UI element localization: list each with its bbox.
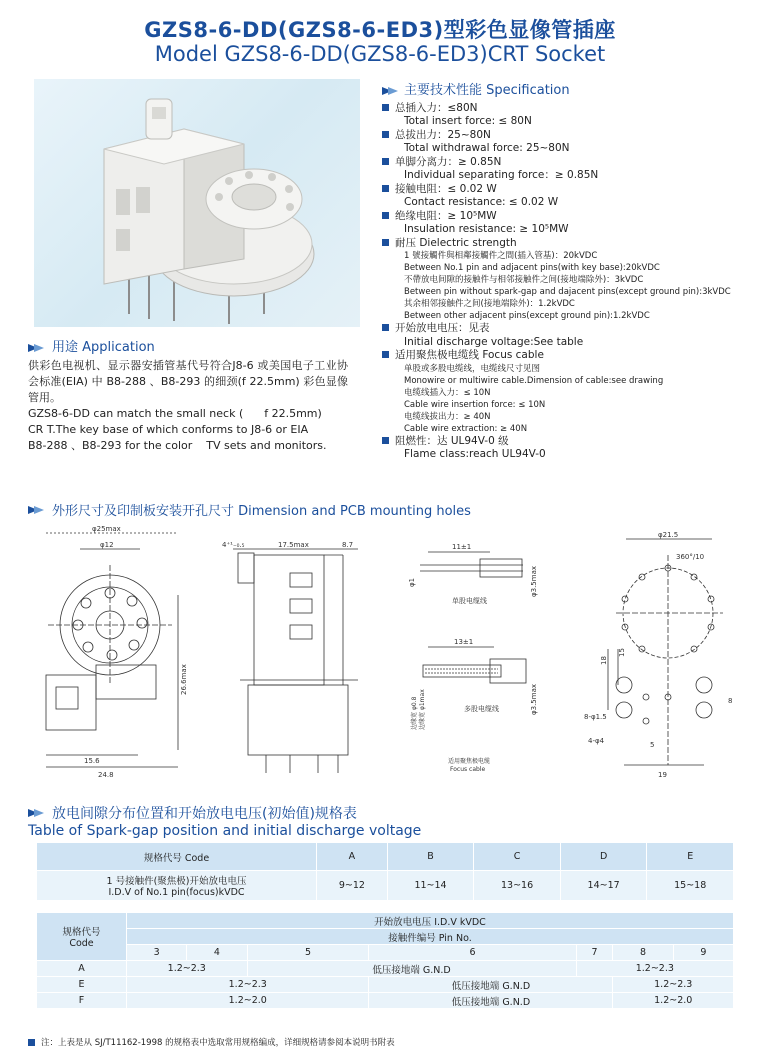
table-cell <box>37 871 317 901</box>
table-cell: 11~14 <box>387 871 474 901</box>
crt-socket-illustration <box>34 79 360 327</box>
table-row <box>37 945 734 961</box>
bullet-icon <box>382 324 389 331</box>
dim-d3-e: φ3.5max <box>530 683 538 715</box>
application-heading <box>28 340 348 356</box>
bullet-icon <box>382 239 389 246</box>
focus-line: 单股或多股电缆线，电缆线尺寸见图 <box>404 363 541 374</box>
dielectric-label: 耐压 Dielectric strength <box>395 236 517 249</box>
spec-cn: 绝缘电阻：≥ 10⁵MW <box>395 209 497 222</box>
dim-d4-h2: 15 <box>618 648 626 657</box>
spec-item <box>382 322 752 336</box>
table-cell: 13~16 <box>474 871 561 901</box>
table-cell: 低压接地端 G.N.D <box>247 961 576 977</box>
drawing-side-view <box>233 549 358 773</box>
focus-line: 电缆线插入力：≤ 10N <box>404 387 491 398</box>
table-cell: 14~17 <box>560 871 647 901</box>
dim-d3-b: φ1 <box>408 577 416 587</box>
dim-d3-label1: 单股电缆线 <box>452 597 487 605</box>
application-en: CR T.The key base of which conforms to J8-6 or EIA <box>28 423 309 436</box>
dielectric-line: Between other adjacent pins(except ground pin):1.2kVDC <box>404 311 650 321</box>
dielectric-line: 其余相邻接触件之间(接地端除外)：1.2kVDC <box>404 299 575 309</box>
spec-cn: 总拔出力：25~80N <box>395 128 491 141</box>
dim-d4-h1: 18 <box>600 656 608 665</box>
dimension-heading-text: 外形尺寸及印制板安装开孔尺寸 Dimension and PCB mounting holes <box>52 504 471 519</box>
arrow-icon <box>28 343 46 353</box>
dim-d3-a: 11±1 <box>452 543 472 551</box>
application-en: GZS8-6-DD can match the small neck ( f 22.5mm) <box>28 407 322 420</box>
table-row <box>37 871 734 901</box>
table-heading-cn: 放电间隙分布位置和开始放电电压(初始值)规格表 <box>52 806 357 822</box>
spec-item <box>382 183 752 197</box>
dim-d4-r4: 8 <box>728 697 733 705</box>
dim-d3-label2: 多股电缆线 <box>464 705 499 713</box>
bullet-icon <box>382 351 389 358</box>
dim-d4-r2: 4-φ4 <box>588 737 605 745</box>
table-cell: 1.2~2.3 <box>127 961 248 977</box>
application-cn: 供彩色电视机、显示器安插管基代号符合J8-6 或美国电子工业协会标准(EIA) 中 B8-288 、B8-293 的细颈(f 22.5mm) 彩色显像管用。 <box>28 359 348 404</box>
dim-d4-angle: 360°/10 <box>676 553 705 561</box>
dim-d1-top2: φ12 <box>100 541 114 549</box>
table-cell: F <box>37 993 127 1009</box>
dim-d4-bottom: 19 <box>658 771 667 779</box>
bullet-icon <box>382 185 389 192</box>
table-row <box>37 993 734 1009</box>
product-photo <box>34 79 360 327</box>
spec-item <box>382 156 752 170</box>
dimension-drawings <box>28 525 748 790</box>
table-cell: 接触件编号 Pin No. <box>127 929 734 945</box>
table-cell: 规格代号 Code <box>37 843 317 871</box>
row-label-en: I.D.V of No.1 pin(focus)kVDC <box>108 887 245 898</box>
table-cell: 1.2~2.0 <box>127 993 369 1009</box>
spec-item <box>382 435 752 449</box>
table-heading <box>28 803 421 839</box>
spec-cn: 开始放电电压：见表 <box>395 322 490 334</box>
initial-voltage-table <box>36 912 734 1009</box>
dim-d4-r3: 5 <box>650 741 655 749</box>
dim-d2-t1: 4⁺¹₋₀.₅ <box>222 541 245 549</box>
arrow-icon <box>28 808 46 818</box>
spec-item-dielectric <box>382 237 752 251</box>
spec-en: Individual separating force：≥ 0.85N <box>404 169 599 181</box>
spec-item-focus <box>382 349 752 363</box>
dim-d3-side1: 边缘宽 φ0.8 <box>411 696 418 730</box>
footnote <box>28 1036 395 1048</box>
table-cell: 15~18 <box>647 871 734 901</box>
spec-cn: 阻燃性：达 UL94V-0 级 <box>395 434 509 447</box>
drawing-cables <box>420 552 526 683</box>
table-cell: A <box>317 843 388 871</box>
dimension-heading <box>28 500 471 519</box>
dim-d3-side2: 边缘宽 φ1max <box>419 689 426 730</box>
spec-cn: 单脚分离力：≥ 0.85N <box>395 155 502 168</box>
specification-heading-text: 主要技术性能 Specification <box>404 83 570 98</box>
spec-en: Insulation resistance: ≥ 10⁵MW <box>404 223 569 235</box>
bullet-icon <box>382 212 389 219</box>
dim-d2-t3: 8.7 <box>342 541 354 549</box>
spec-cn: 接触电阻：≤ 0.02 W <box>395 182 497 195</box>
footnote-text: 注：上表是从 SJ/T11162-1998 的规格表中选取常用规格编成，详细规格请参阅本说明书附表 <box>41 1038 395 1048</box>
table-cell: 8 <box>613 945 673 961</box>
dim-d2-t2: 17.5max <box>278 541 309 549</box>
table-cell: E <box>647 843 734 871</box>
table-cell: C <box>474 843 561 871</box>
table-cell: 1.2~2.3 <box>576 961 733 977</box>
table-row <box>37 843 734 871</box>
table-row <box>37 961 734 977</box>
spec-en: Flame class:reach UL94V-0 <box>404 448 546 460</box>
table-cell: D <box>560 843 647 871</box>
table-cell <box>37 913 127 961</box>
table-cell: B <box>387 843 474 871</box>
page-title-en: Model GZS8-6-DD(GZS8-6-ED3)CRT Socket <box>154 42 606 66</box>
dim-d4-r1: 8-φ1.5 <box>584 713 607 721</box>
dielectric-line: 1 號接觸件與相鄰接觸件之間(插入管基)：20kVDC <box>404 251 598 261</box>
spec-en: Total insert force: ≤ 80N <box>404 115 532 127</box>
application-heading-text: 用途 Application <box>52 340 155 355</box>
table-cell: 低压接地端 G.N.D <box>369 993 613 1009</box>
table-cell: A <box>37 961 127 977</box>
dim-d3-c: φ3.5max <box>530 565 538 597</box>
table-cell: 1.2~2.3 <box>127 977 369 993</box>
dielectric-line: Between No.1 pin and adjacent pins(with key base):20kVDC <box>404 263 660 273</box>
bullet-icon <box>382 158 389 165</box>
focus-line: Cable wire insertion force: ≤ 10N <box>404 399 546 410</box>
table-heading-en: Table of Spark-gap position and initial discharge voltage <box>28 823 422 839</box>
spec-item <box>382 210 752 224</box>
code-cn: 规格代号 <box>62 927 101 938</box>
spec-item <box>382 102 752 116</box>
dielectric-line: Between pin without spark-gap and dajacent pins(except ground pin):3kVDC <box>404 287 731 297</box>
table-cell: 3 <box>127 945 187 961</box>
arrow-icon <box>382 86 400 96</box>
page-title-cn: GZS8-6-DD(GZS8-6-ED3)型彩色显像管插座 <box>144 18 616 42</box>
focus-line: 电缆线拔出力：≥ 40N <box>404 411 491 422</box>
dim-d1-b1: 15.6 <box>84 757 100 765</box>
bullet-icon <box>28 1039 35 1046</box>
table-row <box>37 929 734 945</box>
application-en: B8-288 、B8-293 for the color TV sets and monitors. <box>28 439 327 452</box>
spec-en: Total withdrawal force: 25~80N <box>404 142 570 154</box>
dim-d1-top: φ25max <box>92 525 121 533</box>
dim-d4-top: φ21.5 <box>658 531 679 539</box>
dim-d1-right: 26.6max <box>180 664 188 695</box>
table-cell: 7 <box>576 945 613 961</box>
table-cell: 1.2~2.0 <box>613 993 734 1009</box>
arrow-icon <box>28 505 46 515</box>
dim-d3-foot1: 适用聚焦极电缆 <box>448 758 491 765</box>
dielectric-line: 不帶放电间隙的接触件与相邻接触件之间(接地端除外)：3kVDC <box>404 275 644 285</box>
spec-en: Initial discharge voltage:See table <box>404 335 584 348</box>
code-en: Code <box>69 938 94 949</box>
table-cell: 开始放电电压 I.D.V kVDC <box>127 913 734 929</box>
table-cell: 4 <box>187 945 247 961</box>
table-cell: 6 <box>369 945 576 961</box>
dim-d1-b2: 24.8 <box>98 771 114 779</box>
spec-item <box>382 129 752 143</box>
table-cell: 低压接地端 G.N.D <box>369 977 613 993</box>
table-cell: 1.2~2.3 <box>613 977 734 993</box>
focus-line: Cable wire extraction: ≥ 40N <box>404 423 528 434</box>
spec-en: Contact resistance: ≤ 0.02 W <box>404 196 559 208</box>
application-block <box>28 340 348 454</box>
table-cell: 9~12 <box>317 871 388 901</box>
dim-d3-d: 13±1 <box>454 638 474 646</box>
bullet-icon <box>382 131 389 138</box>
dim-d3-foot2: Focus cable <box>450 766 486 773</box>
table-row <box>37 913 734 929</box>
focus-label: 适用聚焦极电缆线 Focus cable <box>395 349 544 361</box>
specification-heading <box>382 84 752 98</box>
table-cell: 9 <box>673 945 733 961</box>
bullet-icon <box>382 437 389 444</box>
drawing-top-view <box>46 533 178 767</box>
table-row <box>37 977 734 993</box>
spark-gap-table <box>36 842 734 901</box>
table-cell: 5 <box>247 945 369 961</box>
focus-line: Monowire or multiwire cable.Dimension of cable:see drawing <box>404 375 664 386</box>
row-label-cn: 1 号接触件(聚焦极)开始放电电压 <box>106 876 247 887</box>
bullet-icon <box>382 104 389 111</box>
table-cell: E <box>37 977 127 993</box>
specification-block <box>382 84 752 462</box>
spec-cn: 总插入力：≤80N <box>395 101 478 114</box>
